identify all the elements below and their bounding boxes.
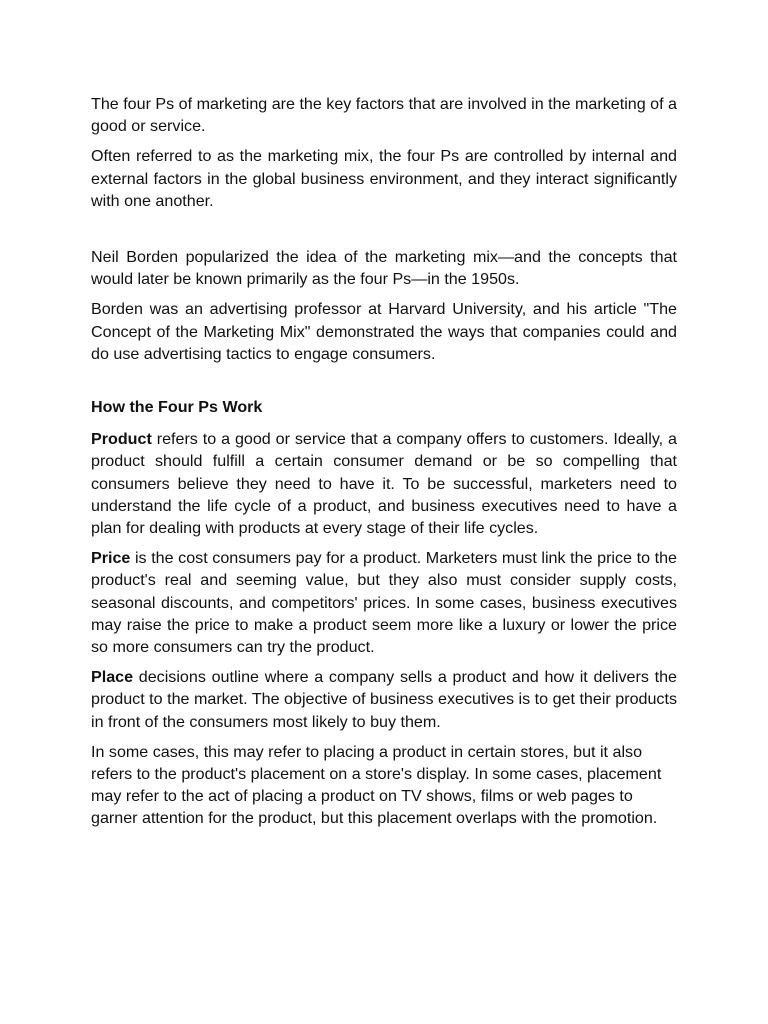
price-text: is the cost consumers pay for a product. Marketers must link the price to the product's real and seeming value, but they also must consider supply costs, seasonal discounts, and competitors' prices. In some cases, business executives may raise the price to make a product seem more like a luxury or lower the price so more consumers can try the product. [91,549,677,657]
price-paragraph [91,547,677,658]
borden-article-paragraph: Borden was an advertising professor at Harvard University, and his article "The Concept of the Marketing Mix" demonstrated the ways that companies could and do use advertising tactics to engage consumers. [91,300,677,363]
place-text: decisions outline where a company sells a product and how it delivers the product to the market. The objective of business executives is to get their products in front of the consumers most likely to buy them. [91,668,677,731]
product-text: refers to a good or service that a company offers to customers. Ideally, a product should fulfill a certain consumer demand or be so compelling that consumers believe they need to have it. To be successful, marketers need to understand the life cycle of a product, and business executives need to have a plan for dealing with products at every stage of their life cycles. [91,430,677,538]
place-term: Place [91,668,134,687]
borden-paragraph: Neil Borden popularized the idea of the marketing mix—and the concepts that would later be known primarily as the four Ps—in the 1950s. [91,248,677,289]
section-heading: How the Four Ps Work [91,398,263,417]
marketing-mix-paragraph: Often referred to as the marketing mix, the four Ps are controlled by internal and external factors in the global business environment, and they interact significantly with one another. [91,147,677,210]
product-paragraph [91,428,677,539]
product-term: Product [91,430,152,449]
place-paragraph [91,666,677,733]
document-page [91,93,677,838]
placement-paragraph: In some cases, this may refer to placing a product in certain stores, but it also refers to the product's placement on a store's display. In some cases, placement may refer to the act of placing a product on TV shows, films or web pages to garner attention for the product, but this placement overlaps with the promotion. [91,742,662,828]
price-term: Price [91,549,131,568]
intro-paragraph: The four Ps of marketing are the key factors that are involved in the marketing of a good or service. [91,95,677,136]
